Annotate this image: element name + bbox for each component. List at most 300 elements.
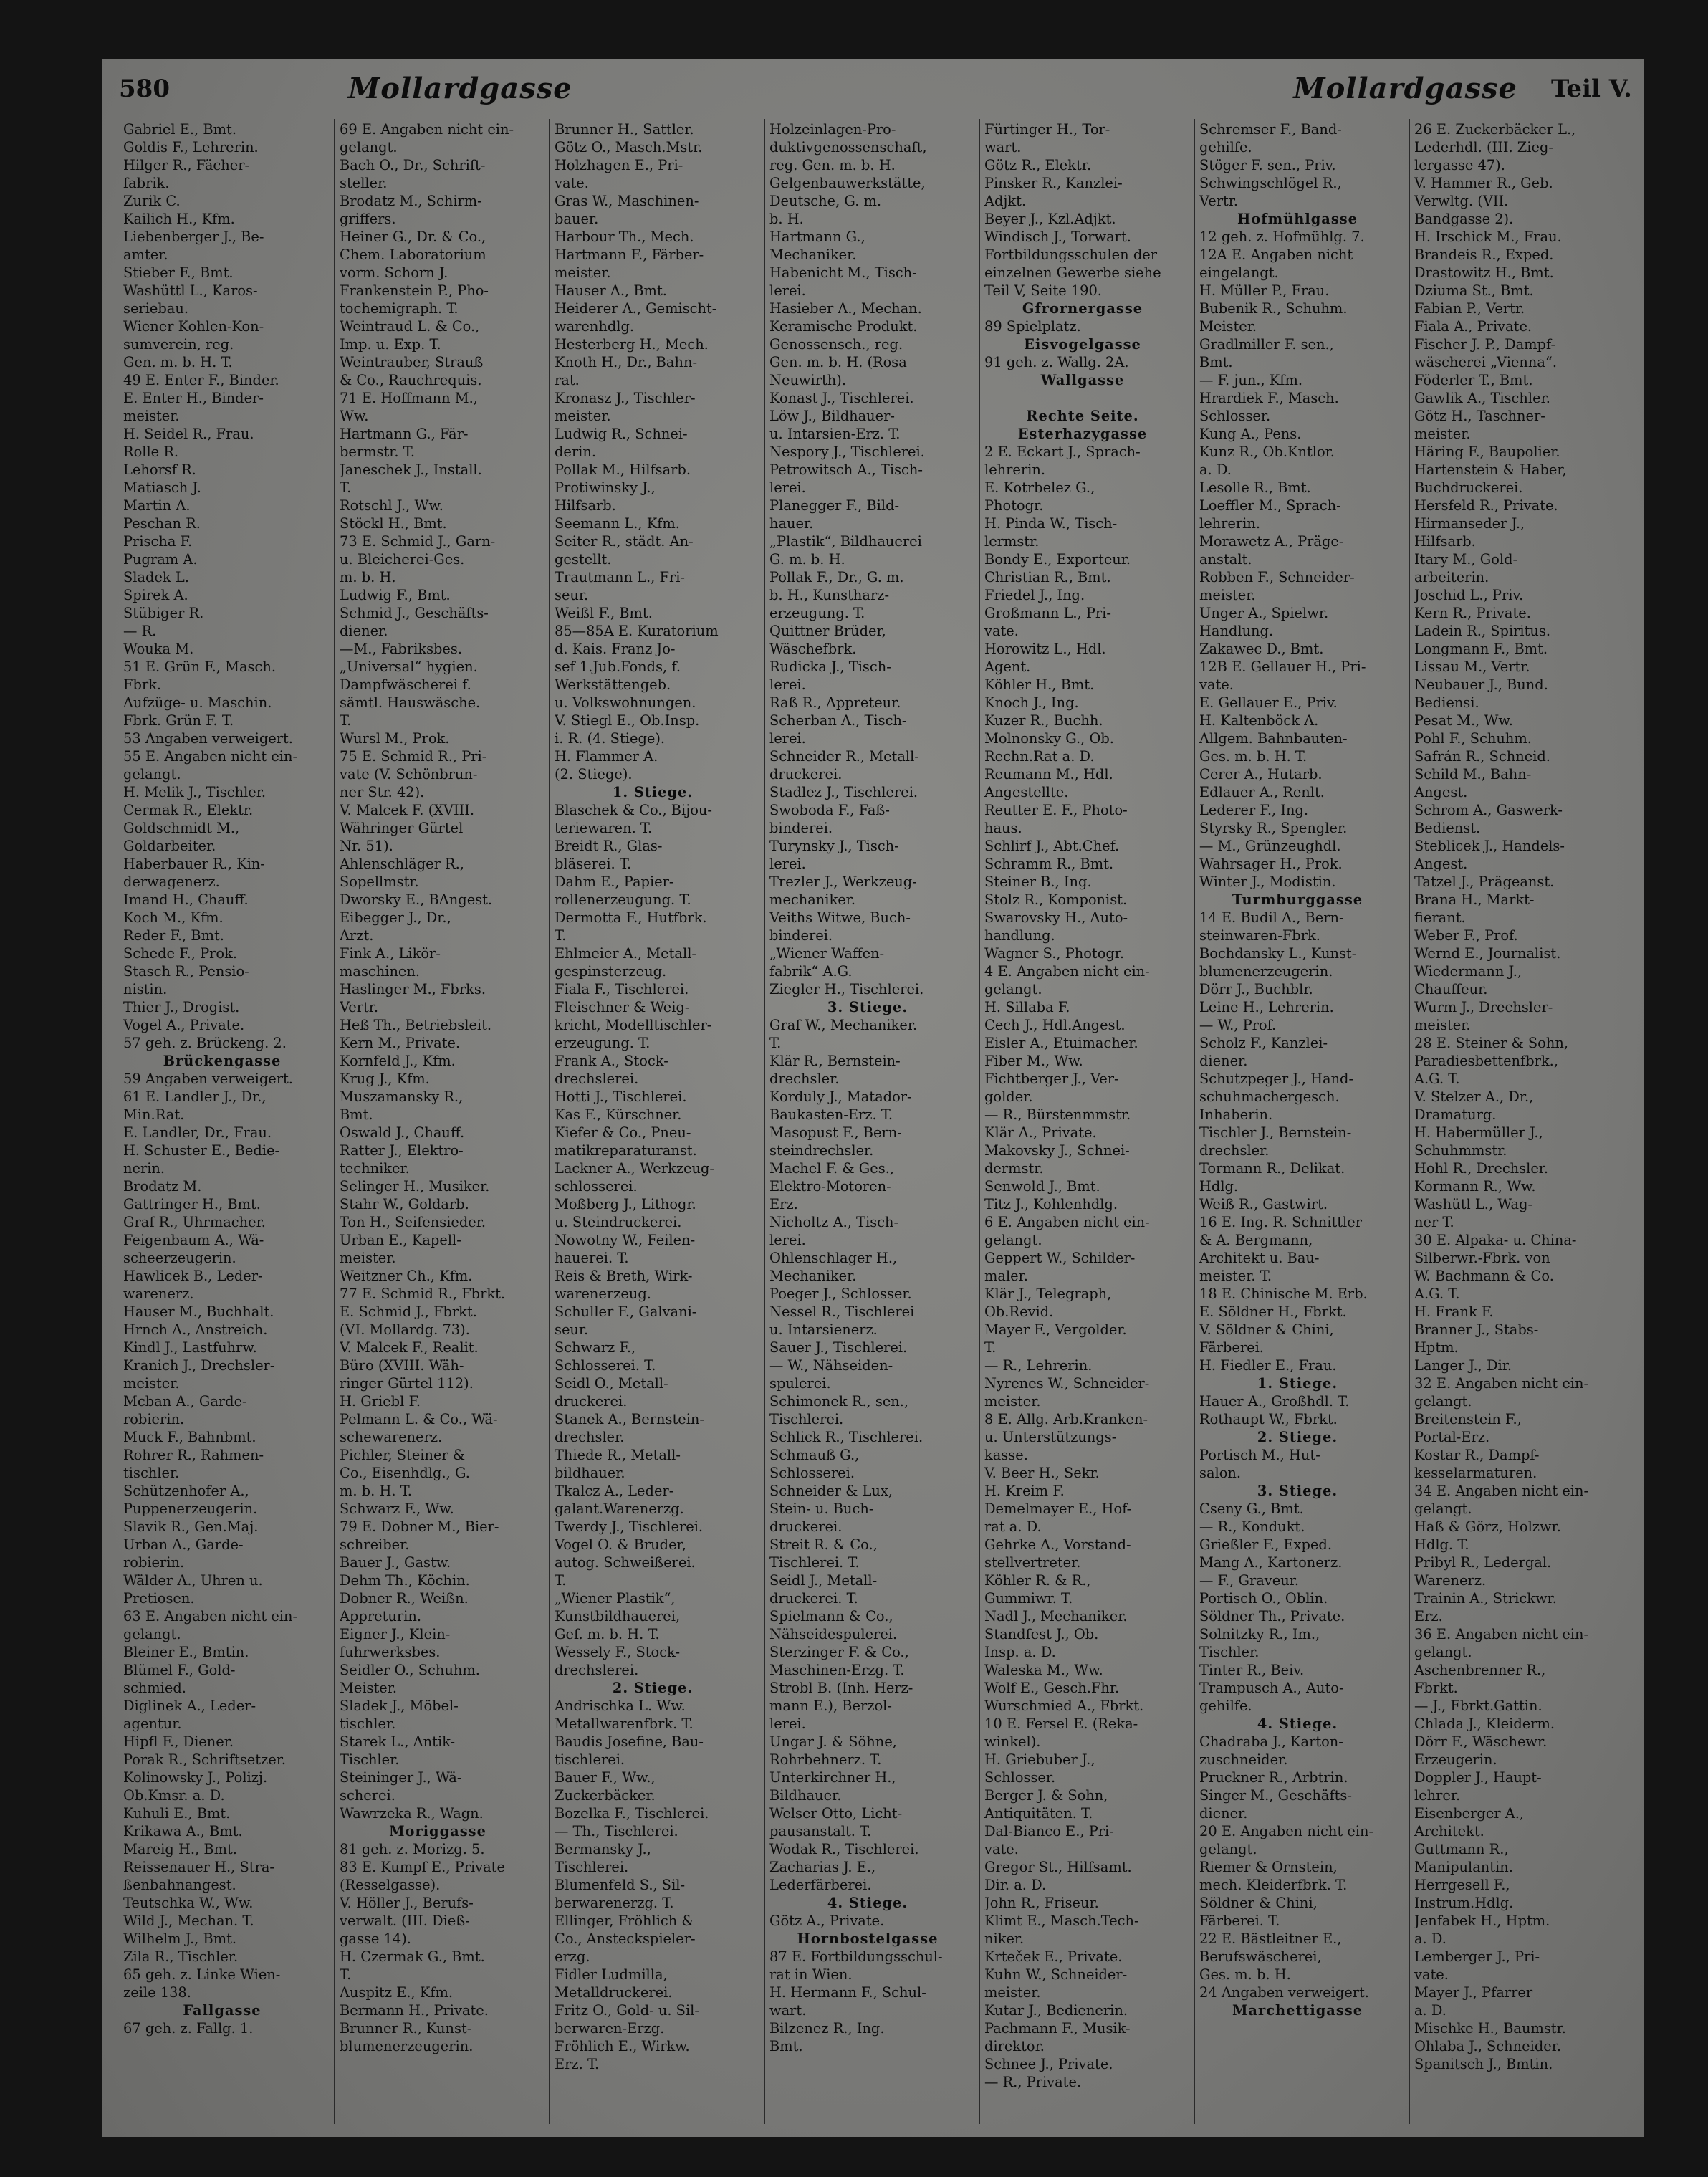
directory-entry: T.	[555, 927, 567, 944]
directory-entry: Eigner J., Klein-	[340, 1626, 451, 1642]
directory-entry: mech. Kleiderfbrk. T.	[1199, 1877, 1348, 1893]
directory-entry: lerei.	[769, 479, 806, 496]
directory-entry: Zila R., Tischler.	[123, 1948, 239, 1965]
directory-entry: Sterzinger F. & Co.,	[769, 1644, 909, 1660]
directory-entry: Dampfwäscherei f.	[340, 676, 471, 693]
directory-entry: Hartenstein & Haber,	[1414, 461, 1567, 478]
directory-entry: diener.	[1199, 1805, 1248, 1822]
directory-entry: Nyrenes W., Schneider-	[984, 1375, 1150, 1392]
directory-entry: u. Unterstützungs-	[984, 1429, 1117, 1445]
directory-entry: Götz A., Private.	[769, 1913, 885, 1929]
directory-entry: Bleiner E., Bmtin.	[123, 1644, 249, 1660]
directory-entry: Wurschmied A., Fbrkt.	[984, 1698, 1144, 1714]
directory-entry: Tatzel J., Prägeanst.	[1414, 874, 1555, 890]
directory-entry: meister.	[555, 408, 611, 424]
directory-entry: — R., Private.	[984, 2074, 1082, 2090]
directory-entry: Verwltg. (VII.	[1414, 193, 1509, 209]
directory-entry: Gattringer H., Bmt.	[123, 1196, 261, 1212]
directory-entry: Brunner R., Kunst-	[340, 2020, 472, 2037]
directory-entry: Angest.	[1414, 784, 1468, 800]
directory-entry: Ton H., Seifensieder.	[340, 1214, 486, 1230]
directory-entry: Pollak M., Hilfsarb.	[555, 461, 691, 478]
directory-entry: Schrom A., Gaswerk-	[1414, 802, 1563, 818]
directory-entry: erzeugung. T.	[555, 1035, 651, 1051]
section-heading: Hofmühlgasse	[1237, 211, 1358, 227]
directory-entry: Raß R., Appreteur.	[769, 694, 901, 711]
directory-entry: T.	[555, 1572, 567, 1589]
directory-entry: Mechaniker.	[769, 1268, 857, 1284]
directory-entry: Warenerz.	[1414, 1572, 1487, 1589]
directory-entry: Bondy E., Exporteur.	[984, 551, 1131, 568]
directory-entry: T.	[984, 1339, 997, 1356]
directory-entry: Ob.Revid.	[984, 1303, 1054, 1320]
directory-entry: Stanek A., Bernstein-	[555, 1411, 704, 1427]
directory-entry: lerei.	[769, 1232, 806, 1248]
directory-entry: Holzhagen E., Pri-	[555, 157, 683, 173]
directory-entry: T.	[769, 1035, 782, 1051]
running-title-right: Mollardgasse	[1293, 72, 1517, 105]
directory-entry: Hdlg. T.	[1414, 1536, 1469, 1553]
directory-entry: Hotti J., Tischlerei.	[555, 1088, 687, 1105]
directory-entry: Lesolle R., Bmt.	[1199, 479, 1311, 496]
directory-entry: 67 geh. z. Fallg. 1.	[123, 2020, 254, 2037]
directory-entry: Matiasch J.	[123, 479, 201, 496]
directory-entry: Starek L., Antik-	[340, 1733, 456, 1750]
directory-entry: Bermansky J.,	[555, 1841, 651, 1857]
directory-entry: Blaschek & Co., Bijou-	[555, 802, 712, 818]
directory-entry: Bmt.	[340, 1106, 373, 1123]
directory-entry: Hrnch A., Anstreich.	[123, 1321, 268, 1338]
directory-entry: winkel).	[984, 1733, 1041, 1750]
directory-entry: Kas F., Kürschner.	[555, 1106, 682, 1123]
directory-entry: Architekt u. Bau-	[1199, 1250, 1320, 1266]
directory-entry: Lederhdl. (III. Zieg-	[1414, 139, 1553, 156]
directory-entry: Kutar J., Bedienerin.	[984, 2002, 1128, 2019]
directory-entry: Steininger J., Wä-	[340, 1769, 462, 1786]
directory-entry: Tischlerei. T.	[769, 1554, 860, 1571]
directory-entry: fierant.	[1414, 909, 1466, 926]
directory-entry: Jenfabek H., Hptm.	[1414, 1913, 1550, 1929]
directory-entry: Angest.	[1414, 856, 1468, 872]
directory-entry: diener.	[1199, 1053, 1248, 1069]
directory-entry: V. Stiegl E., Ob.Insp.	[555, 712, 700, 729]
directory-entry: Korduly J., Matador-	[769, 1088, 912, 1105]
directory-entry: Brana H., Markt-	[1414, 891, 1535, 908]
directory-entry: Färberei.	[1199, 1339, 1264, 1356]
directory-entry: derin.	[555, 444, 597, 460]
directory-entry: Stieber F., Bmt.	[123, 264, 234, 281]
directory-entry: Goldarbeiter.	[123, 838, 216, 854]
directory-entry: Oswald J., Chauff.	[340, 1124, 465, 1141]
directory-entry: direktor.	[984, 2038, 1045, 2054]
district-label: Teil V.	[1551, 75, 1632, 103]
directory-columns	[119, 119, 1632, 2124]
directory-entry: Zacharias J. E.,	[769, 1859, 876, 1875]
directory-entry: Schneider & Lux,	[769, 1483, 893, 1499]
directory-entry: Urban A., Garde-	[123, 1536, 244, 1553]
directory-entry: druckerei.	[769, 1518, 843, 1535]
directory-entry: schlosserei.	[555, 1178, 638, 1195]
directory-entry: Schimonek R., sen.,	[769, 1393, 909, 1410]
directory-entry: Spielmann & Co.,	[769, 1608, 893, 1625]
directory-entry: Schlosserei. T.	[555, 1357, 656, 1374]
directory-entry: Pribyl R., Ledergal.	[1414, 1554, 1552, 1571]
section-heading: 1. Stiege.	[1257, 1375, 1338, 1392]
directory-entry: Rothaupt W., Fbrkt.	[1199, 1411, 1338, 1427]
directory-entry: Götz R., Elektr.	[984, 157, 1092, 173]
directory-entry: 83 E. Kumpf E., Private	[340, 1859, 505, 1875]
directory-entry: Erzeugerin.	[1414, 1751, 1497, 1768]
directory-entry: Fiber M., Ww.	[984, 1053, 1083, 1069]
directory-entry: b. H.	[769, 211, 804, 227]
directory-entry: Krteček E., Private.	[984, 1948, 1123, 1965]
directory-entry: 89 Spielplatz.	[984, 318, 1081, 335]
directory-entry: Nespory J., Tischlerei.	[769, 444, 925, 460]
directory-entry: Stadlez J., Tischlerei.	[769, 784, 918, 800]
section-heading: Gfrornergasse	[1022, 300, 1143, 317]
directory-entry: Krug J., Kfm.	[340, 1071, 430, 1087]
directory-entry: Twerdy J., Tischlerei.	[555, 1518, 704, 1535]
directory-entry: gelangt.	[1414, 1393, 1472, 1410]
directory-entry: Götz H., Taschner-	[1414, 408, 1545, 424]
directory-entry: H. Irschick M., Frau.	[1414, 229, 1562, 245]
directory-entry: drechslerei.	[555, 1071, 639, 1087]
directory-entry: Gras W., Maschinen-	[555, 193, 699, 209]
directory-entry: Graf W., Mechaniker.	[769, 1017, 918, 1033]
directory-entry: Molnonsky G., Ob.	[984, 730, 1114, 747]
directory-entry: Horowitz L., Hdl.	[984, 641, 1106, 657]
directory-entry: Fidler Ludmilla,	[555, 1966, 668, 1983]
directory-entry: Kern M., Private.	[340, 1035, 461, 1051]
directory-entry: Fleischner & Weig-	[555, 999, 690, 1015]
directory-entry: Schmid J., Geschäfts-	[340, 605, 489, 621]
directory-entry: Schramm R., Bmt.	[984, 856, 1114, 872]
directory-entry: scheerzeugerin.	[123, 1250, 236, 1266]
directory-entry: Ehlmeier A., Metall-	[555, 945, 696, 962]
directory-entry: Stolz R., Komponist.	[984, 891, 1128, 908]
directory-entry: Appreturin.	[340, 1608, 421, 1625]
directory-entry: Fischer J. P., Dampf-	[1414, 336, 1556, 353]
directory-entry: m. b. H. T.	[340, 1483, 412, 1499]
directory-entry: Poeger J., Schlosser.	[769, 1286, 912, 1302]
directory-entry: Schlosser.	[1199, 408, 1271, 424]
directory-entry: Joschid L., Priv.	[1414, 587, 1524, 603]
directory-entry: Buchdruckerei.	[1414, 479, 1523, 496]
directory-entry: 16 E. Ing. R. Schnittler	[1199, 1214, 1362, 1230]
directory-entry: steller.	[340, 175, 388, 191]
directory-entry: bermstr. T.	[340, 444, 415, 460]
directory-entry: Windisch J., Torwart.	[984, 229, 1131, 245]
directory-entry: Fbrk. Grün F. T.	[123, 712, 234, 729]
directory-entry: H. Seidel R., Frau.	[123, 426, 254, 442]
directory-entry: Fortbildungsschulen der	[984, 247, 1157, 263]
directory-entry: Seidl O., Metall-	[555, 1375, 668, 1392]
directory-entry: Co., Ansteckspieler-	[555, 1930, 696, 1947]
directory-entry: ner Str. 42).	[340, 784, 425, 800]
directory-entry: Holzeinlagen-Pro-	[769, 121, 896, 138]
directory-entry: E. Kotrbelez G.,	[984, 479, 1095, 496]
directory-entry: gespinsterzeug.	[555, 963, 667, 980]
directory-entry: Habenicht M., Tisch-	[769, 264, 917, 281]
directory-entry: Großmann L., Pri-	[984, 605, 1111, 621]
directory-entry: Gef. m. b. H. T.	[555, 1626, 660, 1642]
directory-entry: Kern R., Private.	[1414, 605, 1531, 621]
directory-entry: Reumann M., Hdl.	[984, 766, 1113, 783]
directory-entry: Ludwig R., Schnei-	[555, 426, 688, 442]
directory-entry: gelangt.	[1414, 1644, 1472, 1660]
directory-entry: u. Steindruckerei.	[555, 1214, 682, 1230]
directory-entry: Dziuma St., Bmt.	[1414, 282, 1534, 299]
directory-entry: scherei.	[340, 1787, 395, 1804]
directory-entry: Agent.	[984, 659, 1031, 675]
directory-entry: —M., Fabriksbes.	[340, 641, 463, 657]
directory-entry: Weintrauber, Strauß	[340, 354, 484, 370]
directory-entry: Drastowitz H., Bmt.	[1414, 264, 1554, 281]
directory-entry: Bmt.	[1199, 354, 1233, 370]
section-heading: Hornbostelgasse	[797, 1930, 939, 1947]
directory-entry: Robben F., Schneider-	[1199, 569, 1355, 585]
directory-entry: lerei.	[769, 730, 806, 747]
directory-entry: 57 geh. z. Brückeng. 2.	[123, 1035, 287, 1051]
directory-entry: Meister.	[340, 1680, 398, 1696]
directory-entry: agentur.	[123, 1716, 182, 1732]
directory-entry: Protiwinsky J.,	[555, 479, 656, 496]
directory-entry: meister.	[984, 1393, 1041, 1410]
directory-entry: Veiths Witwe, Buch-	[769, 909, 911, 926]
directory-entry: Schlosserei.	[769, 1465, 855, 1481]
directory-entry: Langer J., Dir.	[1414, 1357, 1512, 1374]
directory-entry: Vogel A., Private.	[123, 1017, 245, 1033]
directory-entry: Hartmann F., Färber-	[555, 247, 704, 263]
directory-entry: Dramaturg.	[1414, 1106, 1497, 1123]
directory-entry: ringer Gürtel 112).	[340, 1375, 474, 1392]
directory-entry: hauer.	[769, 515, 814, 532]
directory-entry: Währinger Gürtel	[340, 820, 464, 836]
page-number: 580	[119, 75, 170, 103]
directory-entry: a. D.	[1414, 2002, 1446, 2019]
directory-entry: Teutschka W., Ww.	[123, 1895, 254, 1911]
directory-entry: Kindl J., Lastfuhrw.	[123, 1339, 257, 1356]
directory-entry: Schwarz F.,	[555, 1339, 636, 1356]
directory-entry: drechslerei.	[555, 1662, 639, 1678]
directory-entry: Dir. a. D.	[984, 1877, 1047, 1893]
directory-entry: Rohrbehnerz. T.	[769, 1751, 882, 1768]
directory-entry	[984, 389, 1181, 407]
directory-entry: fabrik.	[123, 175, 170, 191]
directory-entry: vate (V. Schönbrun-	[340, 766, 478, 783]
directory-entry: Pollak F., Dr., G. m.	[769, 569, 904, 585]
section-heading: Marchettigasse	[1232, 2002, 1363, 2019]
directory-entry: Grießler F., Exped.	[1199, 1536, 1332, 1553]
directory-entry: Gregor St., Hilfsamt.	[984, 1859, 1132, 1875]
directory-entry: Gen. m. b. H. T.	[123, 354, 233, 370]
directory-entry: anstalt.	[1199, 551, 1252, 568]
directory-entry: Klär R., Bernstein-	[769, 1053, 901, 1069]
directory-entry: Demelmayer E., Hof-	[984, 1501, 1132, 1517]
directory-entry: 63 E. Angaben nicht ein-	[123, 1608, 298, 1625]
directory-entry: Bozelka F., Tischlerei.	[555, 1805, 709, 1822]
directory-entry: 79 E. Dobner M., Bier-	[340, 1518, 499, 1535]
directory-entry: Chadraba J., Karton-	[1199, 1733, 1343, 1750]
directory-entry: meister.	[123, 408, 180, 424]
directory-entry: Chem. Laboratorium	[340, 247, 486, 263]
directory-entry: Trampusch A., Auto-	[1199, 1680, 1344, 1696]
directory-entry: H. Flammer A.	[555, 748, 658, 765]
directory-entry: Allgem. Bahnbauten-	[1199, 730, 1348, 747]
directory-entry: Makovsky J., Schnei-	[984, 1142, 1130, 1159]
directory-entry: tischler.	[340, 1716, 396, 1732]
directory-entry: Kranich J., Drechsler-	[123, 1357, 275, 1374]
directory-entry: Metalldruckerei.	[555, 1984, 673, 2001]
directory-entry: vorm. Schorn J.	[340, 264, 448, 281]
directory-entry: Lackner A., Werkzeug-	[555, 1160, 714, 1177]
directory-entry: Fbrk.	[123, 676, 162, 693]
directory-entry: Kunstbildhauerei,	[555, 1608, 681, 1625]
directory-entry: gelangt.	[984, 1232, 1042, 1248]
directory-entry: einzelnen Gewerbe siehe	[984, 264, 1161, 281]
directory-entry: Trainin A., Strickwr.	[1414, 1590, 1557, 1607]
directory-entry: lehrer.	[1414, 1787, 1461, 1804]
directory-entry: Strobl B. (Inh. Herz-	[769, 1680, 913, 1696]
directory-entry: Dehm Th., Köchin.	[340, 1572, 470, 1589]
directory-entry: Winter J., Modistin.	[1199, 874, 1336, 890]
directory-entry: V. Höller J., Berufs-	[340, 1895, 474, 1911]
directory-entry: derwagenerz.	[123, 874, 220, 890]
directory-entry: 32 E. Angaben nicht ein-	[1414, 1375, 1589, 1392]
directory-entry: E. Gellauer E., Priv.	[1199, 694, 1338, 711]
directory-entry: Götz O., Masch.Mstr.	[555, 139, 703, 156]
directory-entry: „Universal“ hygien.	[340, 659, 478, 675]
directory-entry: Dworsky E., BAngest.	[340, 891, 493, 908]
directory-entry: Haberbauer R., Kin-	[123, 856, 265, 872]
directory-entry: Pohl F., Schuhm.	[1414, 730, 1532, 747]
directory-entry: H. Sillaba F.	[984, 999, 1070, 1015]
directory-entry: Pesat M., Ww.	[1414, 712, 1513, 729]
directory-entry: verwalt. (III. Dieß-	[340, 1913, 470, 1929]
directory-entry: lerei.	[769, 856, 806, 872]
directory-entry: lerei.	[769, 1716, 806, 1732]
directory-entry: 53 Angaben verweigert.	[123, 730, 293, 747]
directory-entry: Fink A., Likör-	[340, 945, 441, 962]
directory-entry: 55 E. Angaben nicht ein-	[123, 748, 298, 765]
directory-entry: Sopellmstr.	[340, 874, 419, 890]
directory-entry: 28 E. Steiner & Sohn,	[1414, 1035, 1568, 1051]
directory-entry: Weitzner Ch., Kfm.	[340, 1268, 473, 1284]
directory-entry: mann E.), Berzol-	[769, 1698, 892, 1714]
directory-entry: H. Griebuber J.,	[984, 1751, 1095, 1768]
directory-entry: Bach O., Dr., Schrift-	[340, 157, 486, 173]
directory-entry: Ziegler H., Tischlerei.	[769, 981, 924, 997]
directory-entry: Lederfärberei.	[769, 1877, 872, 1893]
directory-entry: zuschneider.	[1199, 1751, 1288, 1768]
directory-entry: a. D.	[1199, 461, 1232, 478]
directory-entry: meister.	[1414, 426, 1471, 442]
directory-entry: Puppenerzeugerin.	[123, 1501, 258, 1517]
directory-entry: Tischlerei.	[555, 1859, 629, 1875]
directory-entry: Stein- u. Buch-	[769, 1501, 874, 1517]
directory-entry: Scholz F., Kanzlei-	[1199, 1035, 1328, 1051]
directory-entry: Kormann R., Ww.	[1414, 1178, 1536, 1195]
directory-entry: Berufswäscherei,	[1199, 1948, 1322, 1965]
directory-entry: Masopust F., Bern-	[769, 1124, 902, 1141]
directory-entry: Erz.	[1414, 1608, 1443, 1625]
directory-entry: fabrik“ A.G.	[769, 963, 853, 980]
directory-entry: Vertr.	[340, 999, 379, 1015]
directory-entry: & A. Bergmann,	[1199, 1232, 1313, 1248]
directory-entry: kasse.	[984, 1447, 1028, 1463]
directory-entry: Prischa F.	[123, 533, 193, 550]
directory-entry: Wild J., Mechan. T.	[123, 1913, 254, 1929]
directory-entry: Seidler O., Schuhm.	[340, 1662, 480, 1678]
directory-entry: John R., Friseur.	[984, 1895, 1099, 1911]
directory-entry: Wäschefbrk.	[769, 641, 857, 657]
directory-entry: Feigenbaum A., Wä-	[123, 1232, 264, 1248]
directory-entry: Schremser F., Band-	[1199, 121, 1342, 138]
directory-entry: H. Fiedler E., Frau.	[1199, 1357, 1337, 1374]
directory-entry: 2 E. Eckart J., Sprach-	[984, 444, 1141, 460]
directory-entry: Neuwirth).	[769, 372, 847, 388]
directory-entry: warenhdlg.	[555, 318, 635, 335]
directory-entry: binderei.	[769, 927, 833, 944]
directory-entry: Inhaberin.	[1199, 1106, 1273, 1123]
directory-entry: Geppert W., Schilder-	[984, 1250, 1136, 1266]
directory-entry: Wodak R., Tischlerei.	[769, 1841, 919, 1857]
directory-entry: Blumenfeld S., Sil-	[555, 1877, 686, 1893]
directory-entry: lehrerin.	[984, 461, 1046, 478]
directory-entry: Weintraud L. & Co.,	[340, 318, 480, 335]
directory-entry: Muck F., Bahnbmt.	[123, 1429, 256, 1445]
directory-entry: Reis & Breth, Wirk-	[555, 1268, 693, 1284]
directory-entry: Rohrer R., Rahmen-	[123, 1447, 264, 1463]
directory-entry: Haß & Görz, Holzwr.	[1414, 1518, 1561, 1535]
directory-entry: Hauser M., Buchhalt.	[123, 1303, 274, 1320]
directory-entry: Pachmann F., Musik-	[984, 2020, 1131, 2037]
directory-entry: druckerei.	[769, 766, 843, 783]
directory-entry: Reissenauer H., Stra-	[123, 1859, 274, 1875]
directory-entry: 71 E. Hoffmann M.,	[340, 390, 478, 406]
directory-entry: 8 E. Allg. Arb.Kranken-	[984, 1411, 1148, 1427]
directory-entry: wäscherei „Vienna“.	[1414, 354, 1557, 370]
directory-entry: Fröhlich E., Wirkw.	[555, 2038, 690, 2054]
directory-entry: Hesterberg H., Mech.	[555, 336, 709, 353]
directory-entry: gestellt.	[555, 551, 612, 568]
directory-entry: Weiß R., Gastwirt.	[1199, 1196, 1328, 1212]
directory-entry: — R., Bürstenmmstr.	[984, 1106, 1131, 1123]
directory-entry: Ahlenschläger R.,	[340, 856, 464, 872]
directory-entry: Janeschek J., Install.	[340, 461, 482, 478]
directory-entry: Elektro-Motoren-	[769, 1178, 891, 1195]
directory-entry: Fiala A., Private.	[1414, 318, 1532, 335]
directory-entry: Washütl L., Wag-	[1414, 1196, 1533, 1212]
directory-entry: Hdlg.	[1199, 1178, 1239, 1195]
directory-entry: Leine H., Lehrerin.	[1199, 999, 1334, 1015]
directory-entry: (2. Stiege).	[555, 766, 633, 783]
directory-entry: Lissau M., Vertr.	[1414, 659, 1530, 675]
directory-entry: Nowotny W., Feilen-	[555, 1232, 696, 1248]
directory-entry: „Plastik“, Bildhauerei	[769, 533, 922, 550]
directory-entry: Zurik C.	[123, 193, 181, 209]
directory-entry: Breitenstein F.,	[1414, 1411, 1522, 1427]
directory-entry: Ww.	[340, 408, 369, 424]
directory-entry: 6 E. Angaben nicht ein-	[984, 1214, 1150, 1230]
directory-entry: Föderler T., Bmt.	[1414, 372, 1533, 388]
directory-page	[102, 59, 1644, 2137]
directory-entry: Wahrsager H., Prok.	[1199, 856, 1343, 872]
directory-entry: Hilfsarb.	[555, 497, 616, 514]
directory-entry: Schuller F., Galvani-	[555, 1303, 697, 1320]
directory-entry: schuhmachergesch.	[1199, 1088, 1340, 1105]
directory-entry: vate.	[1199, 676, 1234, 693]
